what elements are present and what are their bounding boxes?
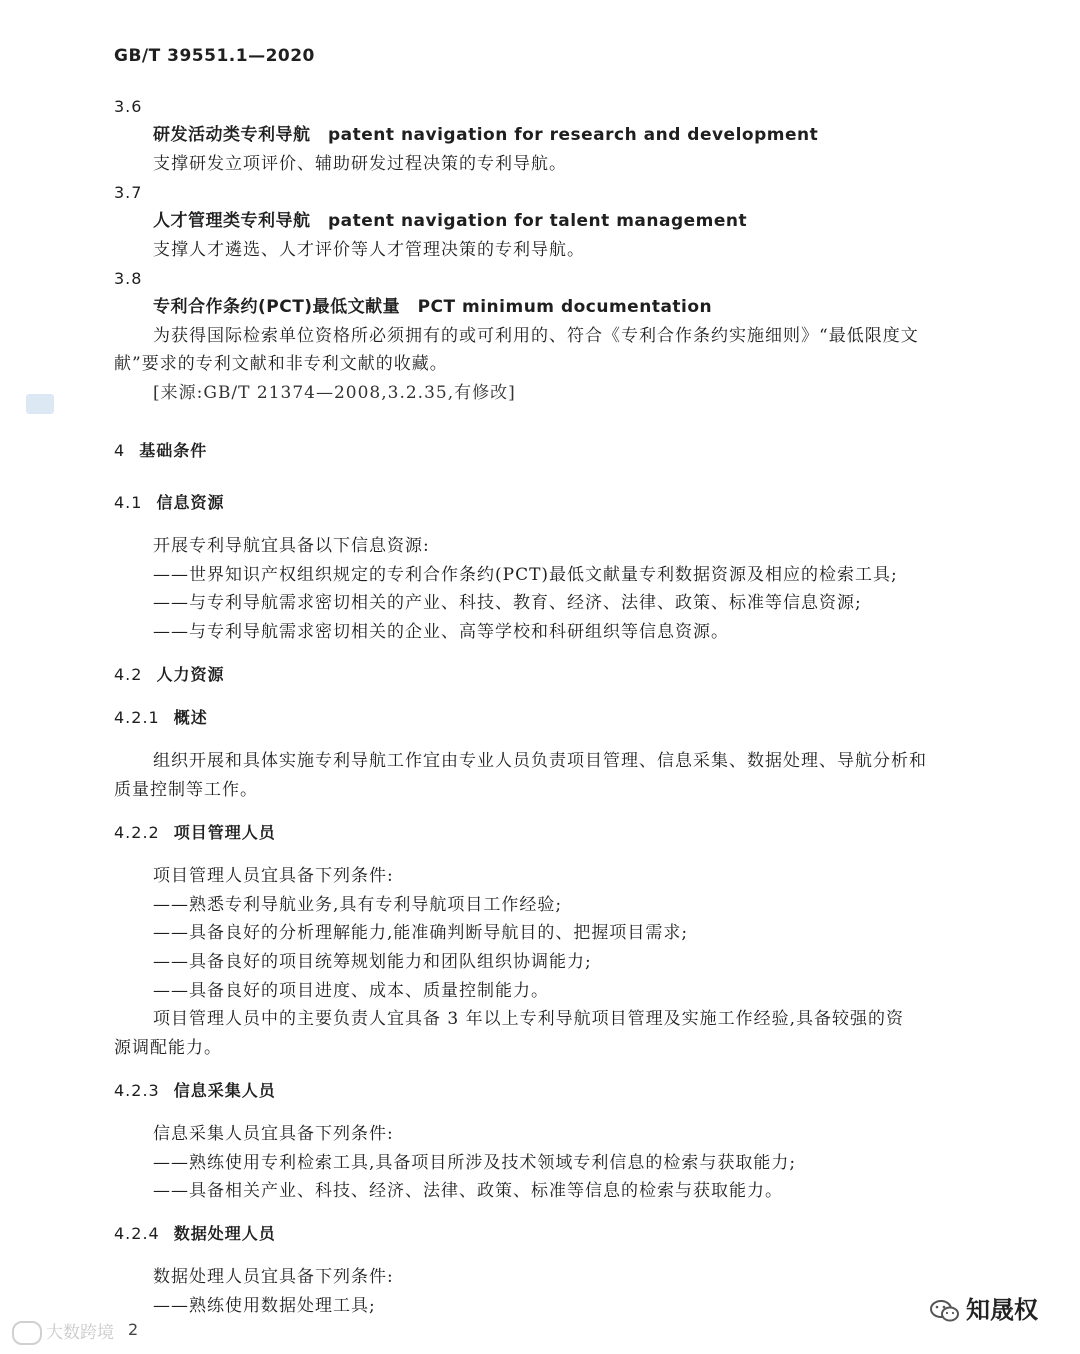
section-number: 4.2.2 <box>114 823 160 842</box>
section-4-2-1-heading <box>114 707 208 729</box>
section-number: 4.1 <box>114 493 143 512</box>
section-number: 4.2.4 <box>114 1224 160 1243</box>
section-number: 4.2.1 <box>114 708 160 727</box>
list-item: ——熟悉专利导航业务,具有专利导航项目工作经验; <box>153 895 563 915</box>
section-title: 信息采集人员 <box>173 1081 276 1100</box>
list-item: ——具备良好的项目进度、成本、质量控制能力。 <box>153 981 549 1001</box>
list-item: ——与专利导航需求密切相关的企业、高等学校和科研组织等信息资源。 <box>153 622 729 642</box>
definition-3-8-line2: 献”要求的专利文献和非专利文献的收藏。 <box>114 354 448 374</box>
paragraph-line2: 源调配能力。 <box>114 1038 222 1058</box>
section-4-2-3-heading <box>114 1080 276 1102</box>
section-4-2-2-heading <box>114 822 276 844</box>
section-title: 数据处理人员 <box>173 1224 276 1243</box>
section-number: 4.2.3 <box>114 1081 160 1100</box>
term-3-8: 专利合作条约(PCT)最低文献量 PCT minimum documentation <box>153 297 713 317</box>
clause-number-3-6: 3.6 <box>114 97 143 116</box>
term-3-6: 研发活动类专利导航 patent navigation for research and development <box>153 125 819 145</box>
definition-3-7: 支撑人才遴选、人才评价等人才管理决策的专利导航。 <box>153 240 585 260</box>
standard-header: GB/T 39551.1—2020 <box>114 46 315 66</box>
section-title: 信息资源 <box>156 493 225 512</box>
paragraph-line1: 组织开展和具体实施专利导航工作宜由专业人员负责项目管理、信息采集、数据处理、导航分析和 <box>153 751 927 771</box>
page-number: 2 <box>128 1320 139 1339</box>
definition-3-8-line1: 为获得国际检索单位资格所必须拥有的或可利用的、符合《专利合作条约实施细则》“最低限度文 <box>153 326 919 346</box>
clause-number-3-7: 3.7 <box>114 183 143 202</box>
side-logo-mark <box>26 394 54 414</box>
definition-3-6: 支撑研发立项评价、辅助研发过程决策的专利导航。 <box>153 154 567 174</box>
section-4-2-heading <box>114 664 224 686</box>
watermark-right <box>930 1290 1038 1325</box>
wechat-icon <box>930 1299 960 1323</box>
term-3-7: 人才管理类专利导航 patent navigation for talent management <box>153 211 748 231</box>
paragraph-line1: 项目管理人员中的主要负责人宜具备 3 年以上专利导航项目管理及实施工作经验,具备较强的资 <box>153 1009 905 1029</box>
watermark-left-text: 大数跨境 <box>46 1323 114 1343</box>
brand-logo-icon <box>12 1321 42 1345</box>
paragraph: 开展专利导航宜具备以下信息资源: <box>153 536 430 556</box>
section-title: 概述 <box>173 708 208 727</box>
watermark-right-text: 知晟权 <box>966 1296 1038 1324</box>
watermark-left <box>12 1318 114 1345</box>
section-title: 人力资源 <box>156 665 225 684</box>
section-4-heading <box>114 440 207 462</box>
paragraph: 信息采集人员宜具备下列条件: <box>153 1124 394 1144</box>
clause-number-3-8: 3.8 <box>114 269 143 288</box>
paragraph-line2: 质量控制等工作。 <box>114 780 258 800</box>
paragraph: 数据处理人员宜具备下列条件: <box>153 1267 394 1287</box>
section-number: 4 <box>114 441 126 460</box>
list-item: ——与专利导航需求密切相关的产业、科技、教育、经济、法律、政策、标准等信息资源; <box>153 593 862 613</box>
list-item: ——具备良好的分析理解能力,能准确判断导航目的、把握项目需求; <box>153 923 689 943</box>
list-item: ——世界知识产权组织规定的专利合作条约(PCT)最低文献量专利数据资源及相应的检索工具; <box>153 565 898 585</box>
section-title: 基础条件 <box>139 441 208 460</box>
source-note: [来源:GB/T 21374—2008,3.2.35,有修改] <box>153 383 516 403</box>
section-title: 项目管理人员 <box>173 823 276 842</box>
list-item: ——具备相关产业、科技、经济、法律、政策、标准等信息的检索与获取能力。 <box>153 1181 783 1201</box>
section-4-2-4-heading <box>114 1223 276 1245</box>
list-item: ——熟练使用专利检索工具,具备项目所涉及技术领域专利信息的检索与获取能力; <box>153 1153 797 1173</box>
section-number: 4.2 <box>114 665 143 684</box>
list-item: ——熟练使用数据处理工具; <box>153 1296 376 1316</box>
paragraph: 项目管理人员宜具备下列条件: <box>153 866 394 886</box>
section-4-1-heading <box>114 492 224 514</box>
list-item: ——具备良好的项目统筹规划能力和团队组织协调能力; <box>153 952 592 972</box>
